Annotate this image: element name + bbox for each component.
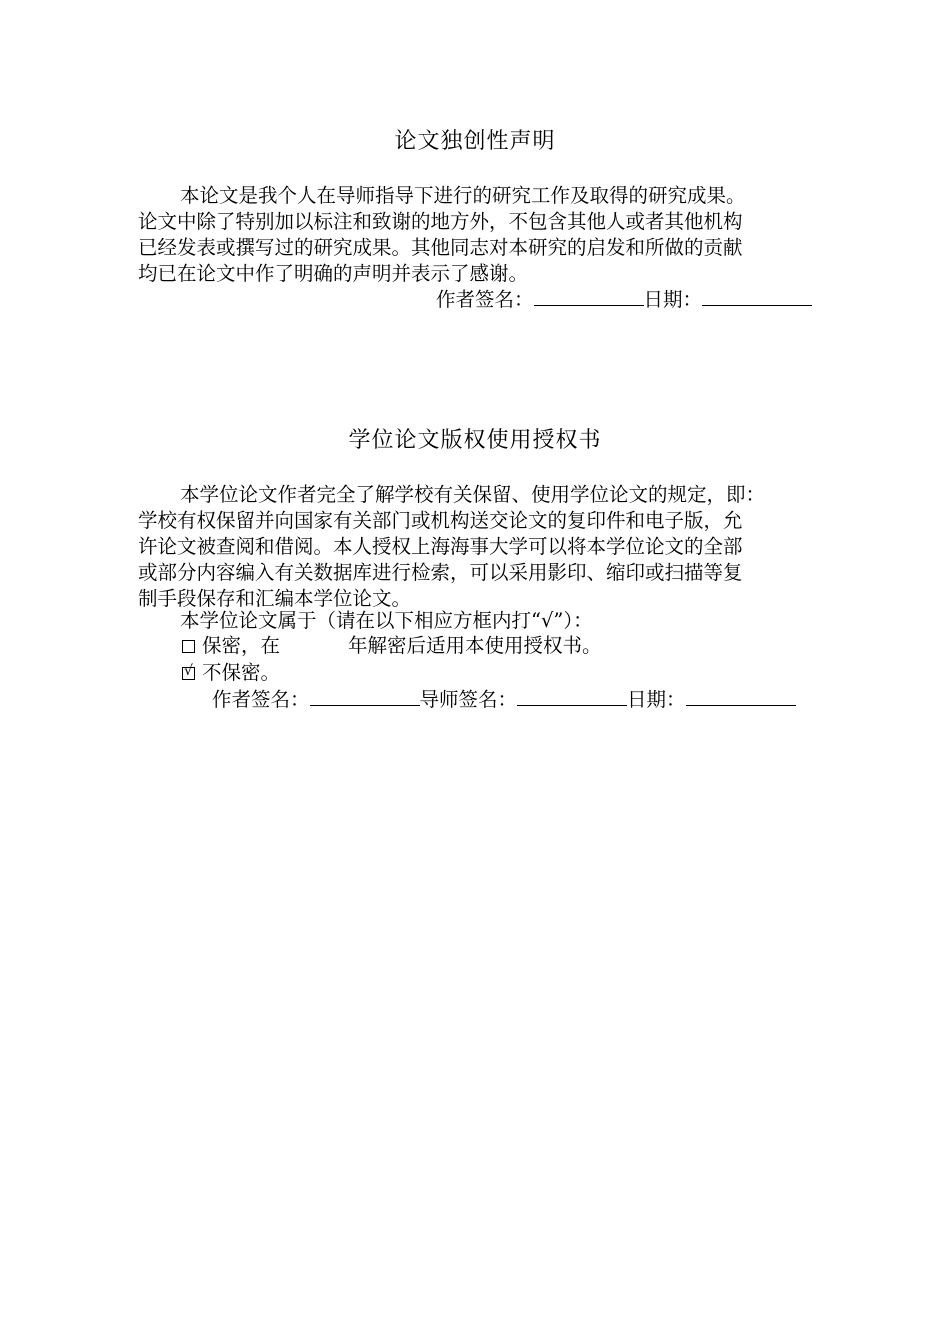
supervisor-signature-blank[interactable] [517,687,627,706]
declaration-line-1: 本论文是我个人在导师指导下进行的研究工作及取得的研究成果。 [180,184,746,207]
belongs-label: 本学位论文属于（请在以下相应方框内打“√”）： [180,609,593,632]
not-secret-checkbox[interactable] [182,663,195,680]
declaration-line-4: 均已在论文中作了明确的声明并表示了感谢。 [138,262,529,285]
declaration-title: 论文独创性声明 [394,129,556,154]
authorization-signature-row [212,687,796,713]
authorization-line-3: 许论文被查阅和借阅。本人授权上海海事大学可以将本学位论文的全部 [138,535,743,558]
authorization-line-2: 学校有权保留并向国家有关部门或机构送交论文的复印件和电子版，允 [138,509,743,532]
option-secret-suffix: 年解密后适用本使用授权书。 [348,634,602,657]
author-signature-blank-2[interactable] [310,687,420,706]
authorization-line-4: 或部分内容编入有关数据库进行检索，可以采用影印、缩印或扫描等复 [138,561,743,584]
date-label: 日期： [643,288,703,311]
authorization-line-1: 本学位论文作者完全了解学校有关保留、使用学位论文的规定，即： [180,483,766,506]
secret-checkbox[interactable] [182,640,195,653]
authorization-title: 学位论文版权使用授权书 [348,428,602,453]
supervisor-signature-label: 导师签名： [419,688,518,711]
declaration-line-2: 论文中除了特别加以标注和致谢的地方外，不包含其他人或者其他机构 [138,210,743,233]
date-label-2: 日期： [627,688,686,711]
author-signature-label: 作者签名： [436,288,534,311]
check-icon: √ [184,663,193,679]
declaration-signature-row [436,287,812,313]
author-signature-label-2: 作者签名： [212,688,310,711]
option-secret-prefix: 保密，在 [202,634,281,657]
declaration-line-3: 已经发表或撰写过的研究成果。其他同志对本研究的启发和所做的贡献 [138,236,743,259]
date-blank-2[interactable] [686,687,796,706]
option-not-secret-label: 不保密。 [202,661,281,684]
option-secret [182,633,602,659]
date-blank[interactable] [702,287,812,306]
author-signature-blank[interactable] [534,287,644,306]
option-not-secret [182,660,280,686]
authorization-line-5: 制手段保存和汇编本学位论文。 [138,587,412,610]
